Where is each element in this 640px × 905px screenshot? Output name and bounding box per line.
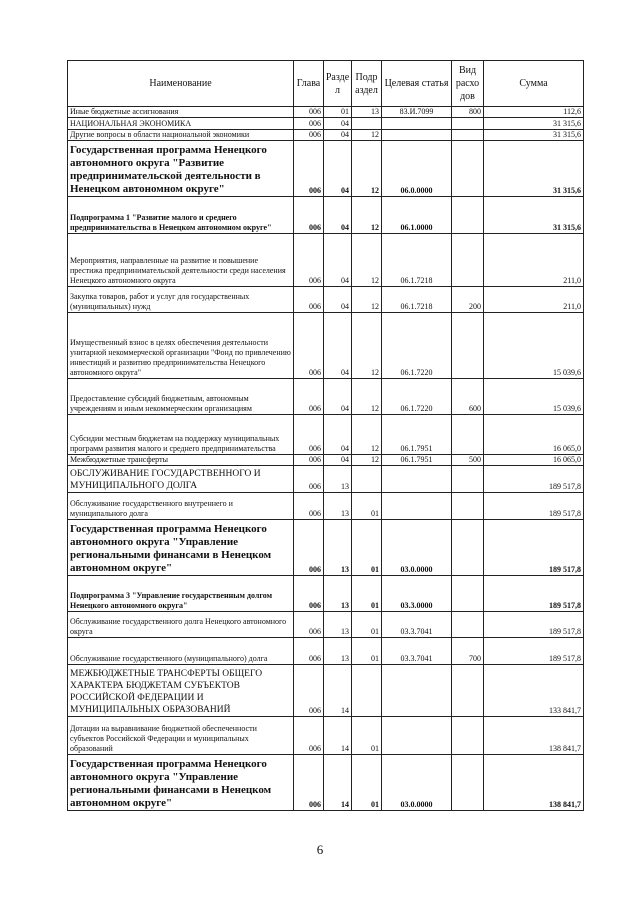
row-name: Обслуживание государственного (муниципального) долга	[68, 638, 294, 665]
table-row	[68, 612, 584, 638]
row-razdel: 04	[324, 455, 352, 466]
row-summa: 31 315,6	[484, 197, 584, 234]
table-row	[68, 379, 584, 415]
row-name: Другие вопросы в области национальной экономики	[68, 130, 294, 141]
row-summa: 31 315,6	[484, 141, 584, 197]
row-vid: 700	[452, 638, 484, 665]
row-razdel: 14	[324, 717, 352, 755]
row-name: НАЦИОНАЛЬНАЯ ЭКОНОМИКА	[68, 118, 294, 130]
row-name: Подпрограмма 1 "Развитие малого и среднего предпринимательства в Ненецком автономном округе"	[68, 197, 294, 234]
row-podrazdel: 01	[352, 612, 382, 638]
row-razdel: 14	[324, 755, 352, 811]
row-vid	[452, 520, 484, 576]
row-celevaya	[382, 665, 452, 717]
row-vid	[452, 415, 484, 455]
table-row	[68, 313, 584, 379]
row-razdel: 13	[324, 466, 352, 493]
row-podrazdel: 12	[352, 141, 382, 197]
row-glava: 006	[294, 107, 324, 118]
row-podrazdel	[352, 466, 382, 493]
header-celevaya-statya: Целевая статья	[382, 61, 452, 107]
table-row	[68, 455, 584, 466]
row-summa: 211,0	[484, 287, 584, 313]
row-summa: 31 315,6	[484, 118, 584, 130]
table-row	[68, 415, 584, 455]
row-celevaya	[382, 118, 452, 130]
table-row	[68, 576, 584, 612]
row-glava: 006	[294, 466, 324, 493]
row-summa: 189 517,8	[484, 612, 584, 638]
row-razdel: 01	[324, 107, 352, 118]
row-glava: 006	[294, 141, 324, 197]
budget-table	[67, 60, 584, 811]
row-razdel: 04	[324, 118, 352, 130]
table-row	[68, 197, 584, 234]
row-glava: 006	[294, 612, 324, 638]
row-vid	[452, 665, 484, 717]
row-razdel: 13	[324, 520, 352, 576]
row-vid: 200	[452, 287, 484, 313]
row-vid	[452, 234, 484, 287]
table-row	[68, 665, 584, 717]
row-celevaya: 06.1.0000	[382, 197, 452, 234]
table-row	[68, 493, 584, 520]
page-number: 6	[316, 842, 324, 857]
row-celevaya: 06.1.7951	[382, 455, 452, 466]
row-name: ОБСЛУЖИВАНИЕ ГОСУДАРСТВЕННОГО И МУНИЦИПАЛЬНОГО ДОЛГА	[68, 466, 294, 493]
row-vid: 600	[452, 379, 484, 415]
row-vid	[452, 118, 484, 130]
row-name: МЕЖБЮДЖЕТНЫЕ ТРАНСФЕРТЫ ОБЩЕГО ХАРАКТЕРА БЮДЖЕТАМ СУБЪЕКТОВ РОССИЙСКОЙ ФЕДЕРАЦИИ И МУНИЦИПАЛЬНЫХ ОБРАЗОВАНИЙ	[68, 665, 294, 717]
header-razdel: Разде л	[324, 61, 352, 107]
row-name: Субсидии местным бюджетам на поддержку муниципальных программ развития малого и среднего предпринимательства	[68, 415, 294, 455]
row-podrazdel: 01	[352, 520, 382, 576]
row-celevaya: 06.1.7220	[382, 313, 452, 379]
row-glava: 006	[294, 234, 324, 287]
row-summa: 16 065,0	[484, 415, 584, 455]
row-podrazdel: 01	[352, 493, 382, 520]
row-razdel: 13	[324, 638, 352, 665]
table-row	[68, 638, 584, 665]
row-summa: 15 039,6	[484, 379, 584, 415]
row-name: Государственная программа Ненецкого автономного округа "Управление региональными финансами в Ненецком автономном округе"	[68, 520, 294, 576]
row-podrazdel: 12	[352, 313, 382, 379]
table-row	[68, 717, 584, 755]
header-summa: Сумма	[484, 61, 584, 107]
row-razdel: 04	[324, 197, 352, 234]
row-podrazdel: 12	[352, 379, 382, 415]
row-name: Дотации на выравнивание бюджетной обеспеченности субъектов Российской Федерации и муниципальных образований	[68, 717, 294, 755]
row-celevaya: 06.1.7951	[382, 415, 452, 455]
row-glava: 006	[294, 415, 324, 455]
row-summa: 138 841,7	[484, 755, 584, 811]
row-razdel: 13	[324, 576, 352, 612]
row-vid	[452, 141, 484, 197]
row-glava: 006	[294, 118, 324, 130]
row-razdel: 04	[324, 379, 352, 415]
row-summa: 211,0	[484, 234, 584, 287]
row-celevaya: 06.1.7218	[382, 234, 452, 287]
row-vid	[452, 466, 484, 493]
row-celevaya: 03.3.7041	[382, 638, 452, 665]
row-podrazdel: 12	[352, 197, 382, 234]
row-vid: 800	[452, 107, 484, 118]
row-name: Имущественный взнос в целях обеспечения деятельности унитарной некоммерческой организации "Фонд по привлечению инвестиций и развитию предпринимательства Ненецкого автономного округа"	[68, 313, 294, 379]
row-celevaya	[382, 493, 452, 520]
row-name: Обслуживание государственного долга Ненецкого автономного округа	[68, 612, 294, 638]
header-glava: Глава	[294, 61, 324, 107]
table-row	[68, 118, 584, 130]
row-celevaya: 06.0.0000	[382, 141, 452, 197]
row-name: Государственная программа Ненецкого автономного округа "Управление региональными финансами в Ненецком автономном округе"	[68, 755, 294, 811]
row-glava: 006	[294, 287, 324, 313]
row-name: Подпрограмма 3 "Управление государственным долгом Ненецкого автономного округа"	[68, 576, 294, 612]
row-podrazdel: 01	[352, 717, 382, 755]
row-podrazdel: 13	[352, 107, 382, 118]
row-podrazdel: 01	[352, 638, 382, 665]
table-row	[68, 520, 584, 576]
row-summa: 189 517,8	[484, 466, 584, 493]
row-vid	[452, 313, 484, 379]
row-glava: 006	[294, 130, 324, 141]
row-podrazdel: 12	[352, 130, 382, 141]
row-celevaya: 06.1.7220	[382, 379, 452, 415]
table-row	[68, 287, 584, 313]
row-razdel: 13	[324, 612, 352, 638]
row-name: Закупка товаров, работ и услуг для государственных (муниципальных) нужд	[68, 287, 294, 313]
row-razdel: 04	[324, 313, 352, 379]
row-summa: 189 517,8	[484, 493, 584, 520]
row-summa: 189 517,8	[484, 520, 584, 576]
row-name: Мероприятия, направленные на развитие и повышение престижа предпринимательской деятельности среди населения Ненецкого автономного округа	[68, 234, 294, 287]
row-razdel: 14	[324, 665, 352, 717]
row-celevaya: 06.1.7218	[382, 287, 452, 313]
row-glava: 006	[294, 755, 324, 811]
row-summa: 138 841,7	[484, 717, 584, 755]
header-name: Наименование	[68, 61, 294, 107]
row-celevaya	[382, 466, 452, 493]
row-name: Межбюджетные трансферты	[68, 455, 294, 466]
row-celevaya: 03.0.0000	[382, 755, 452, 811]
row-summa: 112,6	[484, 107, 584, 118]
row-podrazdel: 01	[352, 755, 382, 811]
row-name: Обслуживание государственного внутреннего и муниципального долга	[68, 493, 294, 520]
row-vid	[452, 612, 484, 638]
row-celevaya	[382, 130, 452, 141]
row-celevaya: 03.0.0000	[382, 520, 452, 576]
row-podrazdel	[352, 118, 382, 130]
row-glava: 006	[294, 197, 324, 234]
row-vid: 500	[452, 455, 484, 466]
row-vid	[452, 576, 484, 612]
row-podrazdel: 12	[352, 287, 382, 313]
row-vid	[452, 197, 484, 234]
row-vid	[452, 493, 484, 520]
table-row	[68, 107, 584, 118]
header-vid-rashodov: Вид расхо дов	[452, 61, 484, 107]
row-name: Государственная программа Ненецкого автономного округа "Развитие предпринимательской деятельности в Ненецком автономном округе"	[68, 141, 294, 197]
row-glava: 006	[294, 665, 324, 717]
table-row	[68, 141, 584, 197]
row-summa: 189 517,8	[484, 638, 584, 665]
row-razdel: 04	[324, 415, 352, 455]
row-vid	[452, 130, 484, 141]
row-summa: 133 841,7	[484, 665, 584, 717]
row-vid	[452, 755, 484, 811]
row-podrazdel: 01	[352, 576, 382, 612]
table-row	[68, 466, 584, 493]
row-razdel: 04	[324, 234, 352, 287]
row-podrazdel: 12	[352, 234, 382, 287]
row-podrazdel: 12	[352, 455, 382, 466]
row-glava: 006	[294, 493, 324, 520]
table-row	[68, 755, 584, 811]
row-summa: 16 065,0	[484, 455, 584, 466]
table-row	[68, 234, 584, 287]
row-glava: 006	[294, 638, 324, 665]
row-podrazdel	[352, 665, 382, 717]
row-summa: 189 517,8	[484, 576, 584, 612]
table-header-row	[68, 61, 584, 107]
row-celevaya: 03.3.7041	[382, 612, 452, 638]
header-podrazdel: Подр аздел	[352, 61, 382, 107]
row-summa: 31 315,6	[484, 130, 584, 141]
table-row	[68, 130, 584, 141]
row-glava: 006	[294, 576, 324, 612]
row-glava: 006	[294, 520, 324, 576]
row-summa: 15 039,6	[484, 313, 584, 379]
row-name: Иные бюджетные ассигнования	[68, 107, 294, 118]
row-glava: 006	[294, 313, 324, 379]
row-razdel: 04	[324, 141, 352, 197]
row-celevaya: 83.И.7099	[382, 107, 452, 118]
row-podrazdel: 12	[352, 415, 382, 455]
row-razdel: 04	[324, 287, 352, 313]
row-celevaya	[382, 717, 452, 755]
row-name: Предоставление субсидий бюджетным, автономным учреждениям и иным некоммерческим организациям	[68, 379, 294, 415]
row-razdel: 13	[324, 493, 352, 520]
row-glava: 006	[294, 455, 324, 466]
row-celevaya: 03.3.0000	[382, 576, 452, 612]
row-glava: 006	[294, 717, 324, 755]
row-vid	[452, 717, 484, 755]
row-razdel: 04	[324, 130, 352, 141]
row-glava: 006	[294, 379, 324, 415]
